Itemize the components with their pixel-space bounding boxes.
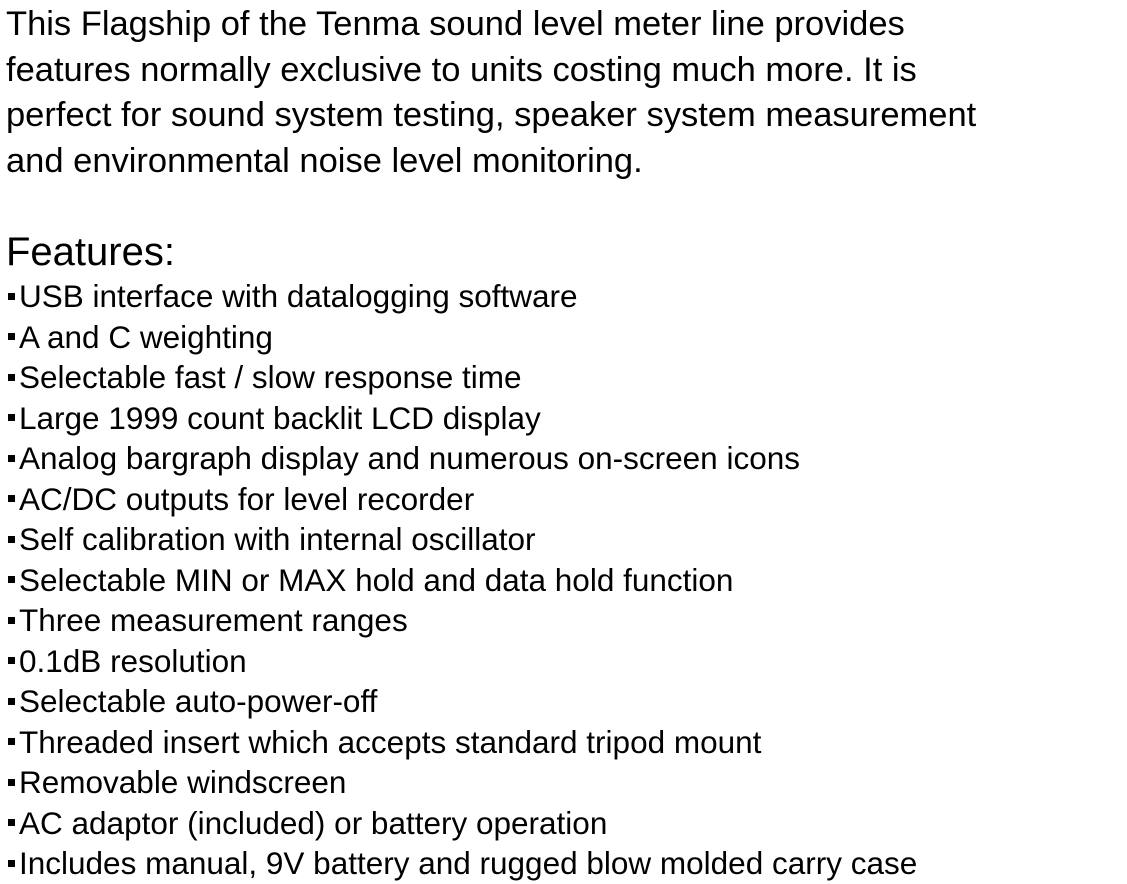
feature-text: Removable windscreen (19, 764, 347, 800)
feature-item (6, 803, 1121, 844)
bullet-icon (8, 779, 15, 786)
feature-item (6, 479, 1121, 520)
feature-item (6, 762, 1121, 803)
feature-item (6, 722, 1121, 763)
bullet-icon (8, 333, 15, 340)
bullet-icon (8, 657, 15, 664)
feature-text: 0.1dB resolution (19, 642, 247, 679)
feature-text: Selectable MIN or MAX hold and data hold function (19, 561, 734, 598)
intro-line: perfect for sound system testing, speaker system measurement (6, 96, 977, 134)
bullet-icon (8, 455, 15, 462)
bullet-icon (8, 536, 15, 543)
feature-text: Selectable auto-power-off (19, 683, 378, 719)
feature-text: Includes manual, 9V battery and rugged blow molded carry case (19, 845, 918, 881)
feature-text: Threaded insert which accepts standard tripod mount (19, 723, 762, 760)
bullet-icon (8, 293, 15, 300)
feature-text: Three measurement ranges (19, 602, 408, 638)
feature-text: Large 1999 count backlit LCD display (19, 399, 541, 436)
feature-text: Selectable fast / slow response time (19, 359, 522, 395)
bullet-icon (8, 860, 15, 867)
feature-item (6, 600, 1121, 641)
feature-text: AC adaptor (included) or battery operation (19, 804, 608, 841)
bullet-icon (8, 617, 15, 624)
bullet-icon (8, 819, 15, 826)
feature-item (6, 438, 1121, 479)
intro-paragraph (6, 2, 1121, 184)
intro-line: features normally exclusive to units costing much more. It is (6, 50, 917, 89)
bullet-icon (8, 374, 15, 381)
feature-item (6, 398, 1121, 439)
feature-text: Analog bargraph display and numerous on-screen icons (19, 440, 800, 476)
feature-list (6, 276, 1121, 884)
intro-line: and environmental noise level monitoring. (6, 141, 643, 180)
feature-item (6, 357, 1121, 398)
feature-item (6, 681, 1121, 722)
feature-item (6, 843, 1121, 884)
feature-item (6, 276, 1121, 317)
intro-line: This Flagship of the Tenma sound level meter line provides (6, 5, 905, 43)
feature-item (6, 317, 1121, 358)
bullet-icon (8, 414, 15, 421)
bullet-icon (8, 698, 15, 705)
feature-item (6, 641, 1121, 682)
feature-item (6, 519, 1121, 560)
bullet-icon (8, 576, 15, 583)
feature-text: A and C weighting (19, 318, 273, 355)
feature-text: Self calibration with internal oscillator (19, 521, 536, 557)
feature-item (6, 560, 1121, 601)
bullet-icon (8, 738, 15, 745)
bullet-icon (8, 495, 15, 502)
features-heading: Features: (6, 230, 175, 274)
feature-text: AC/DC outputs for level recorder (19, 480, 475, 517)
feature-text: USB interface with datalogging software (19, 278, 578, 314)
